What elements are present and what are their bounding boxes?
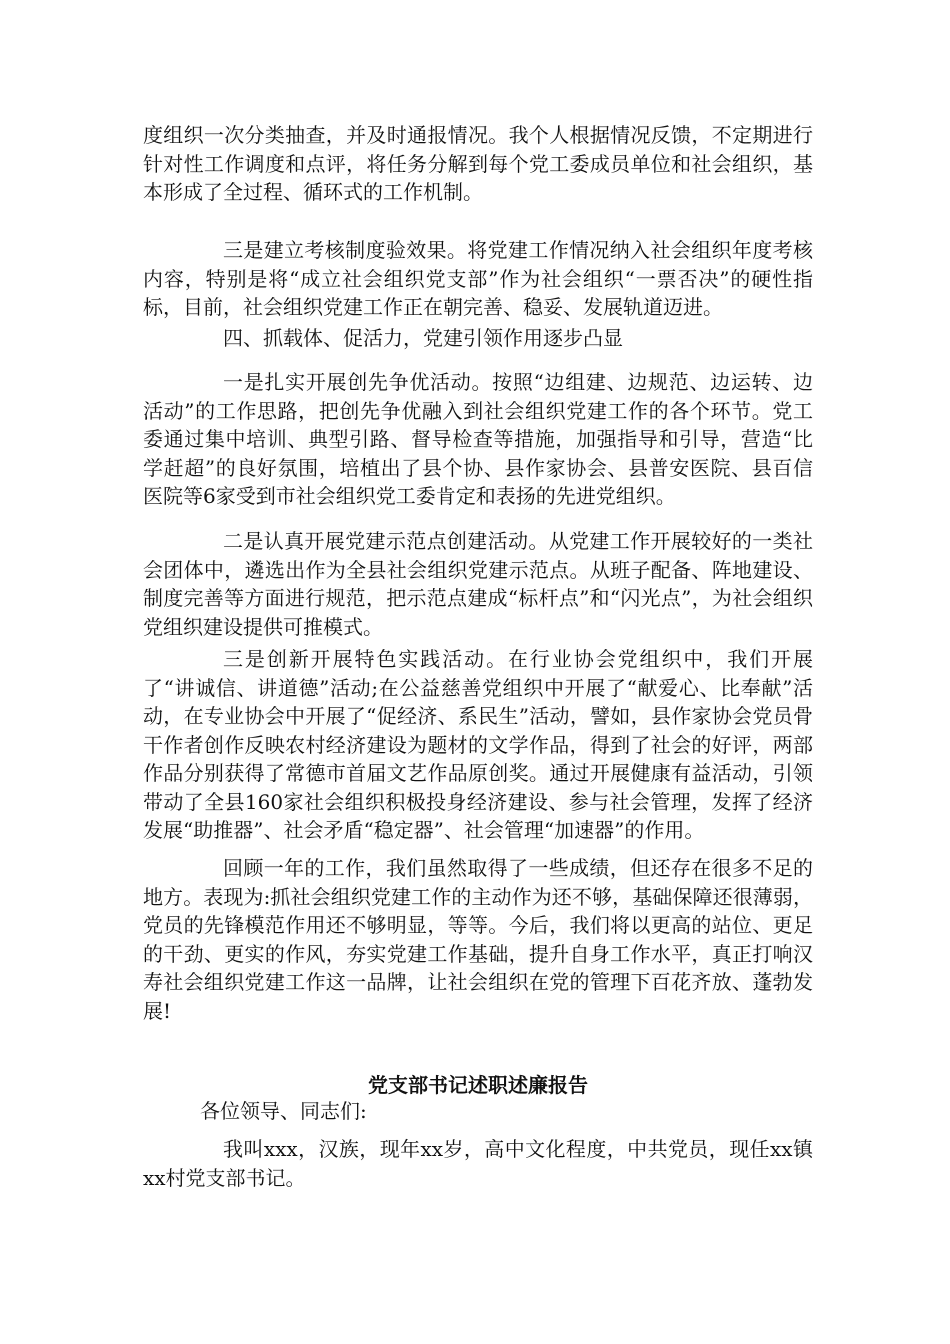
paragraph-self-introduction: 我叫xxx，汉族，现年xx岁，高中文化程度，中共党员，现任xx镇xx村党支部书记。 bbox=[143, 1137, 813, 1190]
paragraph-demonstration-sites: 二是认真开展党建示范点创建活动。从党建工作开展较好的一类社会团体中，遴选出作为全县社会组织党建示范点。从班子配备、阵地建设、制度完善等方面进行规范，把示范点建成“标杆点”和“闪光点”，为社会组织党组织建设提供可推模式。 bbox=[143, 529, 813, 639]
paragraph-work-mechanism: 度组织一次分类抽查，并及时通报情况。我个人根据情况反馈，不定期进行针对性工作调度和点评，将任务分解到每个党工委成员单位和社会组织，基本形成了全过程、循环式的工作机制。 bbox=[143, 123, 813, 204]
report-title: 党支部书记述职述廉报告 bbox=[368, 1073, 588, 1097]
paragraph-review-and-outlook: 回顾一年的工作，我们虽然取得了一些成绩，但还存在很多不足的地方。表现为:抓社会组织党建工作的主动作为还不够，基础保障还很薄弱，党员的先锋模范作用还不够明显，等等。今后，我们将以更高的站位、更足的干劲、更实的作风，夯实党建工作基础，提升自身工作水平，真正打响汉寿社会组织党建工作这一品牌，让社会组织在党的管理下百花齐放、蓬勃发展! bbox=[143, 856, 813, 1023]
salutation: 各位领导、同志们: bbox=[200, 1099, 367, 1123]
paragraph-excellence-activities: 一是扎实开展创先争优活动。按照“边组建、边规范、边运转、边活动”的工作思路，把创先争优融入到社会组织党建工作的各个环节。党工委通过集中培训、典型引路、督导检查等措施，加强指导和引导，营造“比学赶超”的良好氛围，培植出了县个协、县作家协会、县普安医院、县百信医院等6家受到市社会组织党工委肯定和表扬的先进党组织。 bbox=[143, 370, 813, 508]
paragraph-assessment-system: 三是建立考核制度验效果。将党建工作情况纳入社会组织年度考核内容，特别是将“成立社会组织党支部”作为社会组织“一票否决”的硬性指标，目前，社会组织党建工作正在朝完善、稳妥、发展轨道迈进。 bbox=[143, 238, 813, 319]
section-heading-four: 四、抓载体、促活力，党建引领作用逐步凸显 bbox=[223, 326, 623, 350]
paragraph-featured-practice: 三是创新开展特色实践活动。在行业协会党组织中，我们开展了“讲诚信、讲道德”活动;在公益慈善党组织中开展了“献爱心、比奉献”活动，在专业协会中开展了“促经济、系民生”活动，譬如，县作家协会党员骨干作者创作反映农村经济建设为题材的文学作品，得到了社会的好评，两部作品分别获得了常德市首届文艺作品原创奖。通过开展健康有益活动，引领带动了全县160家社会组织积极投身经济建设、参与社会管理，发挥了经济发展“助推器”、社会矛盾“稳定器”、社会管理“加速器”的作用。 bbox=[143, 647, 813, 842]
